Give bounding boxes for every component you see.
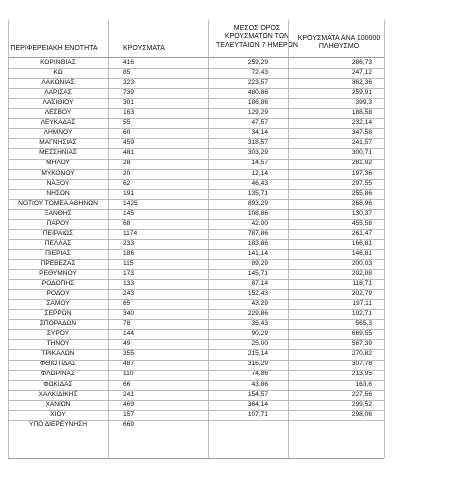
- cell-avg: 215,14: [247, 350, 268, 358]
- row-divider: [8, 159, 384, 160]
- cell-avg: 364,14: [247, 400, 268, 408]
- table-row: [8, 219, 384, 229]
- table-row: [8, 269, 384, 279]
- cell-per100k: 188,58: [351, 109, 372, 117]
- cell-region: ΧΑΛΚΙΔΙΚΗΣ: [38, 390, 78, 398]
- cell-region: ΤΗΝΟΥ: [46, 340, 70, 348]
- cell-cases: 323: [123, 79, 135, 87]
- cell-per100k: 259,91: [351, 89, 372, 97]
- cell-avg: 72,43: [251, 69, 268, 77]
- table-row: [8, 299, 384, 309]
- cell-region: ΠΕΛΛΑΣ: [44, 239, 72, 247]
- cell-per100k: 297,55: [351, 179, 372, 187]
- row-divider: [8, 179, 384, 180]
- cell-region: ΡΟΔΟΠΗΣ: [41, 280, 75, 288]
- table-row: [8, 259, 384, 269]
- row-divider: [8, 128, 384, 129]
- cell-cases: 145: [123, 209, 135, 217]
- row-divider: [8, 108, 384, 109]
- cell-per100k: 567,39: [351, 340, 372, 348]
- column-divider: [208, 20, 209, 458]
- row-divider: [8, 229, 384, 230]
- table-row: [8, 179, 384, 189]
- cell-avg: 90,29: [251, 330, 268, 338]
- table-row: [8, 329, 384, 339]
- cell-avg: 152,43: [247, 290, 268, 298]
- row-divider: [8, 78, 384, 79]
- column-divider: [8, 20, 9, 458]
- cell-avg: 787,86: [247, 229, 268, 237]
- table-row: [8, 58, 384, 68]
- cell-region: ΚΩ: [53, 69, 63, 77]
- cell-region: ΝΗΣΩΝ: [46, 189, 70, 197]
- header-per100k-line2: ΠΛΗΘΥΣΜΟ: [318, 43, 360, 51]
- cell-avg: 303,29: [247, 149, 268, 157]
- table-row: [8, 128, 384, 138]
- row-divider: [8, 68, 384, 69]
- cell-cases: 62: [123, 179, 131, 187]
- cell-cases: 55: [123, 119, 131, 127]
- cell-avg: 12,14: [251, 169, 268, 177]
- cell-cases: 1425: [123, 199, 138, 207]
- row-divider: [8, 269, 384, 270]
- cell-avg: 223,57: [247, 79, 268, 87]
- cell-region: ΦΛΩΡΙΝΑΣ: [40, 370, 76, 378]
- row-divider: [8, 299, 384, 300]
- cell-cases: 340: [123, 310, 135, 318]
- cell-cases: 355: [123, 350, 135, 358]
- cell-avg: 129,29: [247, 109, 268, 117]
- table-row: [8, 199, 384, 209]
- cell-per100k: 247,12: [351, 69, 372, 77]
- cell-cases: 459: [123, 139, 135, 147]
- table-row: [8, 369, 384, 379]
- cell-cases: 243: [123, 290, 135, 298]
- header-per100k-line1: ΚΡΟΥΣΜΑΤΑ ΑΝΑ 100000: [297, 35, 381, 42]
- row-divider: [8, 199, 384, 200]
- cell-region: ΛΑΡΙΣΑΣ: [44, 89, 72, 97]
- cell-region: ΞΑΝΘΗΣ: [44, 209, 72, 217]
- cell-cases: 133: [123, 280, 135, 288]
- row-divider: [8, 239, 384, 240]
- cell-region: ΠΙΕΡΙΑΣ: [45, 249, 71, 257]
- row-divider: [8, 309, 384, 310]
- header-avg-line1: ΜΕΣΟΣ ΟΡΟΣ: [233, 25, 281, 32]
- cell-cases: 65: [123, 300, 131, 308]
- cell-region: ΡΟΔΟΥ: [46, 290, 70, 298]
- cell-cases: 469: [123, 400, 135, 408]
- table-row: [8, 239, 384, 249]
- cell-cases: 163: [123, 109, 135, 117]
- row-divider: [8, 339, 384, 340]
- cell-per100k: 227,56: [351, 390, 372, 398]
- cell-avg: 25,00: [251, 340, 268, 348]
- cell-cases: 416: [123, 59, 135, 66]
- cell-per100k: 192,71: [351, 310, 372, 318]
- cell-avg: 318,57: [247, 139, 268, 147]
- cell-cases: 233: [123, 239, 135, 247]
- table-row: [8, 68, 384, 78]
- cell-per100k: 399,3: [355, 99, 372, 107]
- table-row: [8, 400, 384, 410]
- cell-region: ΜΑΓΝΗΣΙΑΣ: [39, 139, 77, 147]
- table-row: [8, 249, 384, 259]
- cell-region: ΠΡΕΒΕΖΑΣ: [40, 259, 76, 267]
- cell-avg: 183,86: [247, 239, 268, 247]
- column-divider: [384, 20, 385, 458]
- column-divider: [108, 20, 109, 458]
- cell-per100k: 202,08: [351, 269, 372, 277]
- cell-avg: 154,57: [247, 390, 268, 398]
- row-divider: [8, 148, 384, 149]
- cell-cases: 20: [123, 169, 131, 177]
- cell-per100k: 270,82: [351, 350, 372, 358]
- cell-region: ΛΕΣΒΟΥ: [44, 109, 72, 117]
- row-divider: [8, 329, 384, 330]
- cell-avg: 43,29: [251, 300, 268, 308]
- header-cases: ΚΡΟΥΣΜΑΤΑ: [123, 45, 165, 52]
- cell-cases: 28: [123, 159, 131, 167]
- cell-avg: 42,00: [251, 219, 268, 227]
- header-cases-per-100k: [288, 35, 390, 52]
- table-row: [8, 339, 384, 349]
- row-divider: [8, 98, 384, 99]
- row-divider: [8, 360, 384, 361]
- row-divider: [8, 349, 384, 350]
- cell-avg: 259,29: [247, 59, 268, 66]
- cell-cases: 144: [123, 330, 135, 338]
- cell-per100k: 166,81: [351, 239, 372, 247]
- cell-avg: 74,86: [251, 370, 268, 378]
- cell-per100k: 197,36: [351, 169, 372, 177]
- cell-avg: 35,43: [251, 320, 268, 328]
- table-row: [8, 88, 384, 98]
- cell-cases: 173: [123, 269, 135, 277]
- cell-region: ΝΟΤΙΟΥ ΤΟΜΕΑ ΑΘΗΝΩΝ: [18, 199, 98, 207]
- cell-avg: 107,71: [247, 410, 268, 418]
- table-row: [8, 289, 384, 299]
- cell-cases: 66: [123, 380, 131, 388]
- cell-per100k: 200,03: [351, 259, 372, 267]
- cell-per100k: 362,36: [351, 79, 372, 87]
- row-divider: [8, 279, 384, 280]
- row-divider: [8, 189, 384, 190]
- header-avg-line3: ΤΕΛΕΥΤΑΙΩΝ 7 ΗΜΕΡΩΝ: [216, 41, 298, 49]
- cell-avg: 14,57: [251, 159, 268, 167]
- cell-per100k: 300,71: [351, 149, 372, 157]
- cell-region: ΤΡΙΚΑΛΩΝ: [41, 350, 75, 358]
- cell-cases: 78: [123, 320, 131, 328]
- table-row: [8, 148, 384, 158]
- cell-avg: 316,29: [247, 360, 268, 368]
- cell-region: ΦΘΙΩΤΙΔΑΣ: [40, 360, 76, 368]
- table-row: [8, 118, 384, 128]
- column-divider: [288, 20, 289, 458]
- cell-avg: 141,14: [247, 249, 268, 257]
- cell-cases: 49: [123, 340, 131, 348]
- row-divider: [8, 169, 384, 170]
- cases-table: [8, 58, 384, 430]
- cell-region: ΝΑΞΟΥ: [46, 179, 70, 187]
- cell-per100k: 286,73: [351, 59, 372, 66]
- cell-per100k: 118,71: [352, 280, 372, 288]
- table-row: [8, 319, 384, 329]
- cell-region: ΦΩΚΙΔΑΣ: [43, 380, 73, 388]
- table-row: [8, 78, 384, 88]
- cell-avg: 135,71: [247, 189, 268, 197]
- table-row: [8, 209, 384, 219]
- cell-region: ΚΟΡΙΝΘΙΑΣ: [40, 59, 76, 66]
- cell-avg: 108,86: [247, 209, 268, 217]
- cell-per100k: 255,86: [351, 189, 372, 197]
- cell-region: ΣΥΡΟΥ: [46, 330, 70, 338]
- table-row: [8, 189, 384, 199]
- cell-region: ΛΑΚΩΝΙΑΣ: [41, 79, 75, 87]
- table-row: [8, 158, 384, 168]
- row-divider: [8, 88, 384, 89]
- table-row: [8, 98, 384, 108]
- cell-region: ΧΑΝΙΩΝ: [45, 400, 71, 408]
- row-divider: [8, 319, 384, 320]
- table-row: [8, 108, 384, 118]
- row-divider: [8, 400, 384, 401]
- row-divider: [8, 289, 384, 290]
- cell-avg: 480,86: [247, 89, 268, 97]
- table-row: [8, 359, 384, 369]
- cell-per100k: 163,6: [355, 380, 372, 388]
- cell-per100k: 455,58: [351, 219, 372, 227]
- cell-region: ΜΗΛΟΥ: [46, 159, 70, 167]
- cell-region: ΣΕΡΡΩΝ: [44, 310, 72, 318]
- cell-per100k: 130,37: [351, 209, 372, 217]
- row-divider: [8, 390, 384, 391]
- row-divider: [8, 410, 384, 411]
- row-divider: [8, 370, 384, 371]
- table-row: [8, 390, 384, 400]
- cell-avg: 34,14: [251, 129, 268, 137]
- table-row: [8, 279, 384, 289]
- table-row: [8, 349, 384, 359]
- cell-avg: 43,86: [251, 380, 268, 388]
- cell-region: ΠΕΙΡΑΙΩΣ: [42, 229, 74, 237]
- cell-per100k: 298,06: [351, 410, 372, 418]
- table-row: [8, 410, 384, 420]
- table-row: [8, 169, 384, 179]
- table-row: [8, 309, 384, 319]
- cell-avg: 46,43: [251, 179, 268, 187]
- cell-region: ΥΠΟ ΔΙΕΡΕΥΝΗΣΗ: [29, 420, 87, 428]
- row-divider: [8, 209, 384, 210]
- cell-cases: 60: [123, 129, 131, 137]
- cell-cases: 739: [123, 89, 135, 97]
- cell-region: ΛΗΜΝΟΥ: [43, 129, 73, 137]
- cell-cases: 191: [123, 189, 135, 197]
- cell-cases: 669: [123, 420, 135, 428]
- cell-avg: 89,29: [251, 259, 268, 267]
- cell-per100k: 307,78: [351, 360, 372, 368]
- row-divider: [8, 380, 384, 381]
- cell-cases: 157: [123, 410, 135, 418]
- cell-cases: 110: [123, 370, 134, 378]
- cell-cases: 301: [123, 99, 135, 107]
- cell-per100k: 565,3: [355, 320, 372, 328]
- cell-region: ΣΑΜΟΥ: [46, 300, 70, 308]
- cell-per100k: 202,79: [351, 290, 372, 298]
- table-row: [8, 380, 384, 390]
- header-region: ΠΕΡΙΦΕΡΕΙΑΚΗ ΕΝΟΤΗΤΑ: [10, 45, 98, 52]
- cell-region: ΧΙΟΥ: [50, 410, 66, 418]
- cell-per100k: 281,92: [351, 159, 372, 167]
- row-divider: [8, 219, 384, 220]
- cell-per100k: 268,96: [351, 199, 372, 207]
- cell-cases: 85: [123, 69, 131, 77]
- cell-region: ΡΕΘΥΜΝΟΥ: [39, 269, 77, 277]
- table-row: [8, 420, 384, 430]
- row-divider: [8, 249, 384, 250]
- table-row: [8, 138, 384, 148]
- cell-per100k: 213,95: [351, 370, 372, 378]
- cell-avg: 893,29: [247, 199, 268, 207]
- cell-cases: 487: [123, 360, 135, 368]
- cell-per100k: 232,14: [351, 119, 372, 127]
- cell-per100k: 299,52: [351, 400, 372, 408]
- cell-avg: 145,71: [247, 269, 268, 277]
- cell-per100k: 669,55: [351, 330, 372, 338]
- row-divider: [8, 118, 384, 119]
- row-divider: [8, 259, 384, 260]
- cell-region: ΛΑΣΙΘΙΟΥ: [42, 99, 74, 107]
- row-divider: [8, 138, 384, 139]
- cell-region: ΜΥΚΟΝΟΥ: [41, 169, 75, 177]
- cell-cases: 1174: [123, 229, 138, 237]
- cell-region: ΛΕΥΚΑΔΑΣ: [40, 119, 76, 127]
- cell-region: ΣΠΟΡΑΔΩΝ: [39, 320, 77, 328]
- header-avg-line2: ΚΡΟΥΣΜΑΤΩΝ ΤΩΝ: [224, 33, 290, 41]
- cell-region: ΠΑΡΟΥ: [46, 219, 70, 227]
- cell-avg: 186,86: [247, 99, 268, 107]
- cell-per100k: 146,81: [351, 249, 372, 257]
- cell-cases: 481: [123, 149, 135, 157]
- cell-per100k: 241,57: [351, 139, 372, 147]
- cell-avg: 47,57: [251, 119, 268, 127]
- table-bottom-border: [8, 458, 384, 459]
- cell-per100k: 261,47: [351, 229, 372, 237]
- cell-per100k: 197,11: [352, 300, 372, 308]
- cell-region: ΜΕΣΣΗΝΙΑΣ: [39, 149, 77, 157]
- cell-cases: 68: [123, 219, 131, 227]
- row-divider: [8, 420, 384, 421]
- cell-per100k: 347,58: [351, 129, 372, 137]
- cell-cases: 115: [123, 259, 134, 267]
- cell-cases: 186: [123, 249, 135, 257]
- cell-cases: 241: [123, 390, 135, 398]
- table-row: [8, 229, 384, 239]
- cell-avg: 229,86: [247, 310, 268, 318]
- cell-avg: 87,14: [251, 280, 268, 288]
